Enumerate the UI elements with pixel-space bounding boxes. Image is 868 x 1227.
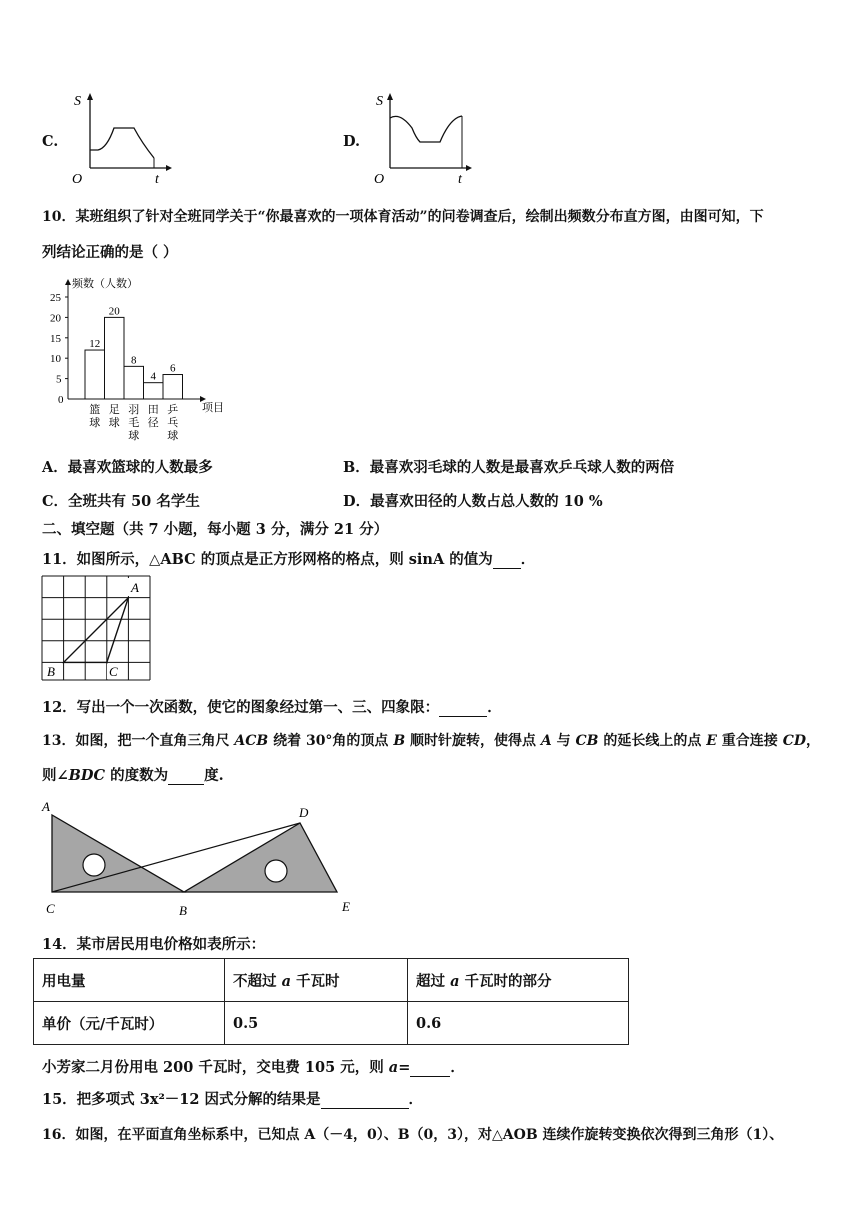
category-label: 球 <box>89 417 101 429</box>
x-axis-label: 项目 <box>202 402 224 414</box>
header-over-a: 超过 a 千瓦时的部分 <box>408 959 629 1002</box>
curve-c <box>90 128 154 158</box>
bar-value-label: 20 <box>108 305 120 318</box>
point-a-label: A <box>42 799 50 814</box>
t-axis-arrow <box>466 165 472 171</box>
category-label: 球 <box>108 417 120 429</box>
y-axis-arrow <box>65 279 71 285</box>
category-label: 球 <box>167 430 179 442</box>
histogram-bar <box>144 383 164 399</box>
category-label: 球 <box>128 430 140 442</box>
y-tick-label: 5 <box>56 373 62 386</box>
s-axis-arrow <box>387 93 393 100</box>
category-label: 田 <box>147 404 159 416</box>
row-unit-price-label: 单价（元/千瓦时） <box>34 1002 225 1045</box>
q11-answer-blank[interactable] <box>493 551 521 569</box>
q10-option-a[interactable]: A．最喜欢篮球的人数最多 <box>42 459 213 476</box>
q13-triangles-figure <box>38 795 368 925</box>
histogram-bar <box>85 350 105 399</box>
q10-option-c[interactable]: C．全班共有 50 名学生 <box>42 493 200 510</box>
q10-option-d[interactable]: D．最喜欢田径的人数占总人数的 10 % <box>343 493 603 510</box>
q10-stem-line1: 10．某班组织了针对全班同学关于“你最喜欢的一项体育活动”的问卷调查后，绘制出频数分布直方图，由图可知，下 <box>42 209 764 225</box>
bar-value-label: 6 <box>170 362 176 375</box>
hole-2 <box>265 860 287 882</box>
point-b-label: B <box>47 664 55 679</box>
y-tick-label: 0 <box>58 394 64 406</box>
q12-stem: 12．写出一个一次函数，使它的图象经过第一、三、四象限： ． <box>42 699 502 716</box>
bar-value-label: 12 <box>89 338 101 351</box>
q11-stem: 11．如图所示，△ABC 的顶点是正方形网格的格点，则 sinA 的值为 ． <box>42 551 536 568</box>
q14-stem: 14．某市居民用电价格如表所示： <box>42 936 266 953</box>
q11-grid-figure <box>38 572 158 684</box>
point-c-label: C <box>109 664 118 679</box>
axis-t-label: t <box>155 172 159 187</box>
bar-value-label: 8 <box>131 354 137 367</box>
triangle-bde <box>184 823 337 892</box>
q10-option-b[interactable]: B．最喜欢羽毛球的人数是最喜欢乒乓球人数的两倍 <box>343 459 675 476</box>
q14-follow: 小芳家二月份用电 200 千瓦时，交电费 105 元，则 a= ． <box>42 1059 465 1076</box>
q10-stem-line2: 列结论正确的是（ ） <box>42 244 178 261</box>
section-heading: 二、填空题（共 7 小题，每小题 3 分，满分 21 分） <box>42 521 389 538</box>
category-label: 篮 <box>89 404 101 416</box>
category-label: 乒 <box>167 404 179 416</box>
q12-answer-blank[interactable] <box>439 699 487 717</box>
category-label: 足 <box>108 404 120 416</box>
histogram-bar <box>105 317 125 399</box>
axis-o-label: O <box>72 172 83 187</box>
y-tick-label: 15 <box>50 332 61 345</box>
y-tick-label: 20 <box>50 312 61 325</box>
bar-value-label: 4 <box>150 370 156 383</box>
q15-stem: 15．把多项式 3x²－12 因式分解的结果是 ． <box>42 1091 424 1108</box>
q14-answer-blank[interactable] <box>410 1059 450 1077</box>
histogram-bar <box>124 366 144 399</box>
q16-stem-line1: 16．如图，在平面直角坐标系中，已知点 A（－4，0）、B（0，3），对△AOB 连续作旋转变换依次得到三角形（1）、 <box>42 1127 784 1143</box>
s-axis-arrow <box>87 93 93 100</box>
category-label: 径 <box>147 417 159 429</box>
triangle-acb <box>52 815 184 892</box>
option-d-label: D. <box>343 133 361 150</box>
price-over-a: 0.6 <box>408 1002 629 1045</box>
axis-o-label: O <box>374 172 385 187</box>
point-e-label: E <box>342 899 350 914</box>
point-c-label: C <box>46 901 55 916</box>
histogram-bar <box>163 375 183 399</box>
q13-stem-line1: 13．如图，把一个直角三角尺 ACB 绕着 30°角的顶点 B 顺时针旋转，使得点 A 与 CB 的延长线上的点 E 重合连接 CD， <box>42 733 820 749</box>
category-label: 羽 <box>128 404 140 416</box>
q13-stem-line2: 则∠BDC 的度数为 度. <box>42 767 224 784</box>
y-tick-label: 10 <box>50 353 61 366</box>
hole-1 <box>83 854 105 876</box>
point-d-label: D <box>299 805 309 820</box>
point-b-label: B <box>179 903 187 918</box>
curve-d <box>390 116 462 142</box>
category-label: 乓 <box>167 417 179 429</box>
header-usage: 用电量 <box>34 959 225 1002</box>
price-under-a: 0.5 <box>225 1002 408 1045</box>
histogram-chart <box>40 275 250 447</box>
triangle-abc <box>64 598 129 663</box>
axis-s-label: S <box>376 94 383 109</box>
t-axis-arrow <box>166 165 172 171</box>
q15-answer-blank[interactable] <box>321 1091 409 1109</box>
price-table <box>33 958 629 1045</box>
y-axis-label: 频数（人数） <box>72 278 138 290</box>
option-c-graph <box>62 88 172 188</box>
axis-s-label: S <box>74 94 81 109</box>
axis-t-label: t <box>458 172 462 187</box>
y-tick-label: 25 <box>50 292 61 304</box>
q13-answer-blank[interactable] <box>168 767 204 785</box>
option-c-label: C. <box>42 133 59 150</box>
option-d-graph <box>364 88 474 188</box>
point-a-label: A <box>131 580 139 595</box>
category-label: 毛 <box>128 417 140 429</box>
header-under-a: 不超过 a 千瓦时 <box>225 959 408 1002</box>
